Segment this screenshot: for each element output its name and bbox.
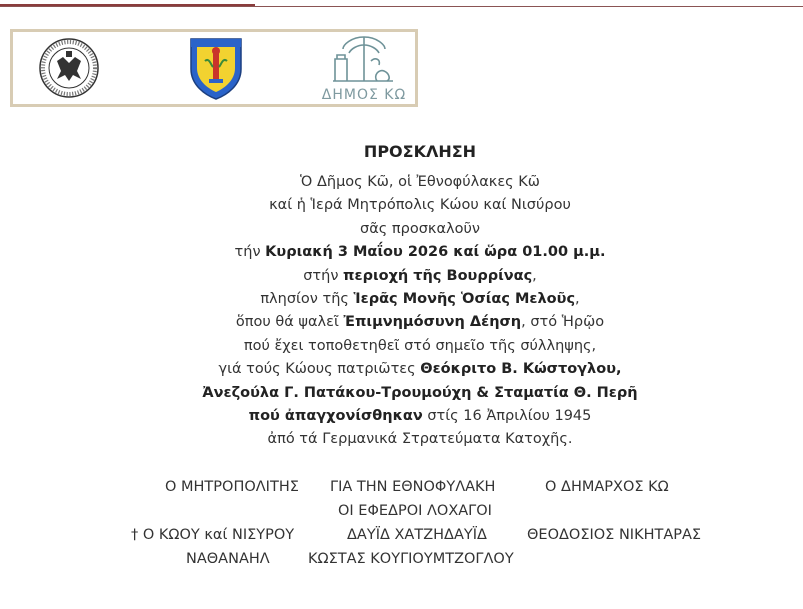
date-prefix: τήν	[234, 244, 266, 261]
patriots-prefix: γιά τούς Κώους πατριῶτες	[218, 361, 421, 378]
mayor-title: Ο ΔΗΜΑΡΧΟΣ ΚΩ	[545, 479, 669, 495]
event-date: Κυριακή 3 Μαΐου 2026 καί ὥρα 01.00 μ.μ.	[265, 244, 606, 261]
dimos-ko-label: ΔΗΜΟΣ ΚΩ	[321, 87, 407, 103]
location-suffix: ,	[532, 267, 537, 284]
invitation-body	[0, 142, 803, 452]
location-name: περιοχή τῆς Βουρρίνας	[343, 267, 533, 284]
metropolis-seal-icon	[35, 37, 103, 99]
guard-signatory-1: ΔΑΥΪΔ ΧΑΤΖΗΔΑΥΪΔ	[347, 527, 487, 543]
invitation-line-6	[0, 288, 803, 311]
location-prefix: στήν	[303, 267, 344, 284]
logos-banner	[10, 29, 418, 107]
service-prefix: ὅπου θά ψαλεῖ	[235, 314, 344, 331]
monastery-prefix: πλησίον τῆς	[260, 291, 354, 308]
metropolitan-see: † Ο ΚΩΟΥ καί ΝΙΣΥΡΟΥ	[131, 527, 295, 543]
tree-building-icon	[321, 35, 407, 85]
mayor-name: ΘΕΟΔΟΣΙΟΣ ΝΙΚΗΤΑΡΑΣ	[527, 527, 702, 543]
invitation-line-3: σᾶς προσκαλοῦν	[360, 220, 480, 237]
metropolitan-name: ΝΑΘΑΝΑΗΛ	[186, 551, 270, 567]
service-name: Ἐπιμνημόσυνη Δέηση	[343, 314, 522, 331]
invitation-line-1: Ὁ Δῆμος Κῶ, οἱ Ἐθνοφύλακες Κῶ	[300, 174, 540, 190]
service-suffix: , στό Ἡρῷο	[521, 314, 605, 331]
guard-title: ΓΙΑ ΤΗΝ ΕΘΝΟΦΥΛΑΚΗ	[330, 479, 496, 495]
invitation-line-7	[0, 311, 803, 334]
national-guard-shield-icon	[187, 35, 245, 101]
monastery-suffix: ,	[575, 291, 580, 308]
execution-date: στίς 16 Ἀπριλίου 1945	[422, 408, 592, 425]
metropolitan-title: Ο ΜΗΤΡΟΠΟΛΙΤΗΣ	[165, 479, 299, 495]
patriot-names-2-3: Ἀνεζούλα Γ. Πατάκου-Τρουμούχη & Σταματία Θ. Περῆ	[202, 384, 638, 401]
invitation-line-8: πού ἔχει τοποθετηθεῖ στό σημεῖο τῆς σύλληψης,	[243, 337, 597, 354]
invitation-line-11	[0, 405, 803, 428]
header-divider	[0, 6, 803, 7]
guard-subtitle: ΟΙ ΕΦΕΔΡΟΙ ΛΟΧΑΓΟΙ	[338, 503, 492, 519]
invitation-title: ΠΡΟΣΚΛΗΣΗ	[363, 142, 477, 161]
monastery-name: Ἱερᾶς Μονῆς Ὁσίας Μελοῦς	[353, 291, 576, 308]
guard-signatory-2: ΚΩΣΤΑΣ ΚΟΥΓΙΟΥΜΤΖΟΓΛΟΥ	[308, 551, 514, 567]
invitation-line-5	[0, 265, 803, 288]
patriot-name-1: Θεόκριτο Β. Κώστογλου,	[420, 361, 622, 378]
invitation-line-12: ἀπό τά Γερμανικά Στρατεύματα Κατοχῆς.	[267, 431, 573, 448]
executed-text: πού ἀπαγχονίσθηκαν	[248, 408, 423, 425]
invitation-line-10	[0, 382, 803, 405]
invitation-line-9	[0, 358, 803, 381]
dimos-ko-logo	[321, 35, 407, 103]
invitation-line-4	[0, 241, 803, 264]
invitation-line-2: καί ἡ Ἱερά Μητρόπολις Κώου καί Νισύρου	[269, 197, 571, 214]
